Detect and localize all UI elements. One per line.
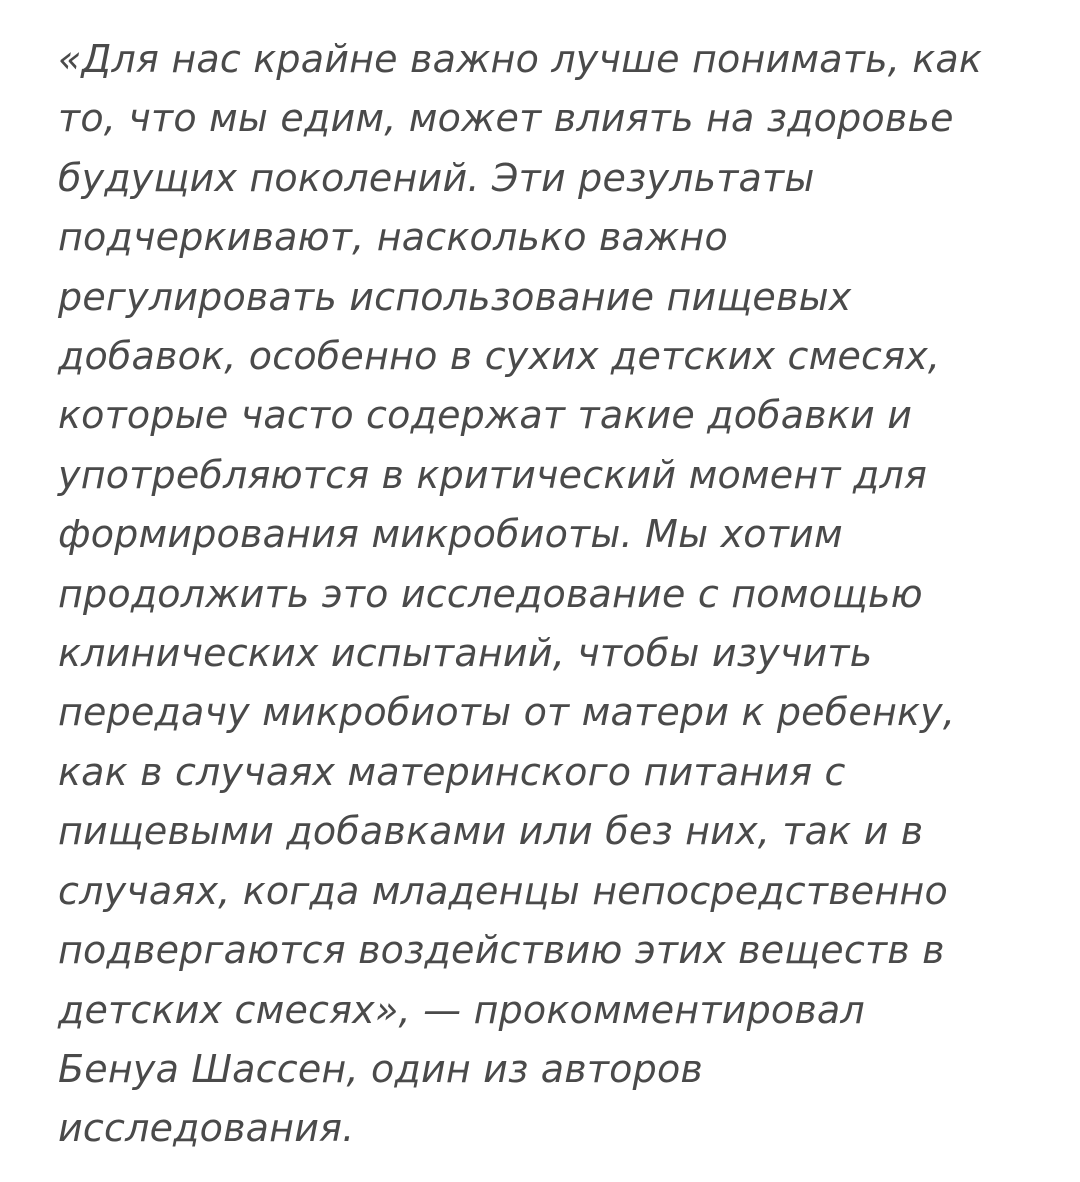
quote-line-16: подвергаются воздействию этих веществ в xyxy=(58,928,945,973)
quote-line-8: употребляются в критический момент для xyxy=(58,452,928,497)
quote-line-15: случаях, когда младенцы непосредственно xyxy=(58,868,948,913)
quote-line-18: Бенуа Шассен, один из авторов xyxy=(58,1046,703,1091)
quote-line-14: пищевыми добавками или без них, так и в xyxy=(58,809,924,854)
quote-line-11: клинических испытаний, чтобы изучить xyxy=(58,631,873,676)
quote-line-7: которые часто содержат такие добавки и xyxy=(58,393,913,438)
quote-line-6: добавок, особенно в сухих детских смесях, xyxy=(58,334,941,379)
quote-line-1: «Для нас крайне важно лучше понимать, как xyxy=(58,37,983,81)
quote-line-3: будущих поколений. Эти результаты xyxy=(58,155,815,200)
quote-line-9: формирования микробиоты. Мы хотим xyxy=(58,512,843,557)
quote-line-17: детских смесях», — прокомментировал xyxy=(58,987,865,1032)
quote-line-12: передачу микробиоты от матери к ребенку, xyxy=(58,690,956,735)
quote-line-2: то, что мы едим, может влиять на здоровье xyxy=(58,96,954,141)
quote-paragraph xyxy=(58,30,1048,1159)
quote-line-19: исследования. xyxy=(58,1106,355,1151)
quote-line-4: подчеркивают, насколько важно xyxy=(58,215,728,260)
quote-line-10: продолжить это исследование с помощью xyxy=(58,571,923,616)
quote-line-5: регулировать использование пищевых xyxy=(58,274,852,319)
quote-line-13: как в случаях материнского питания с xyxy=(58,749,846,794)
